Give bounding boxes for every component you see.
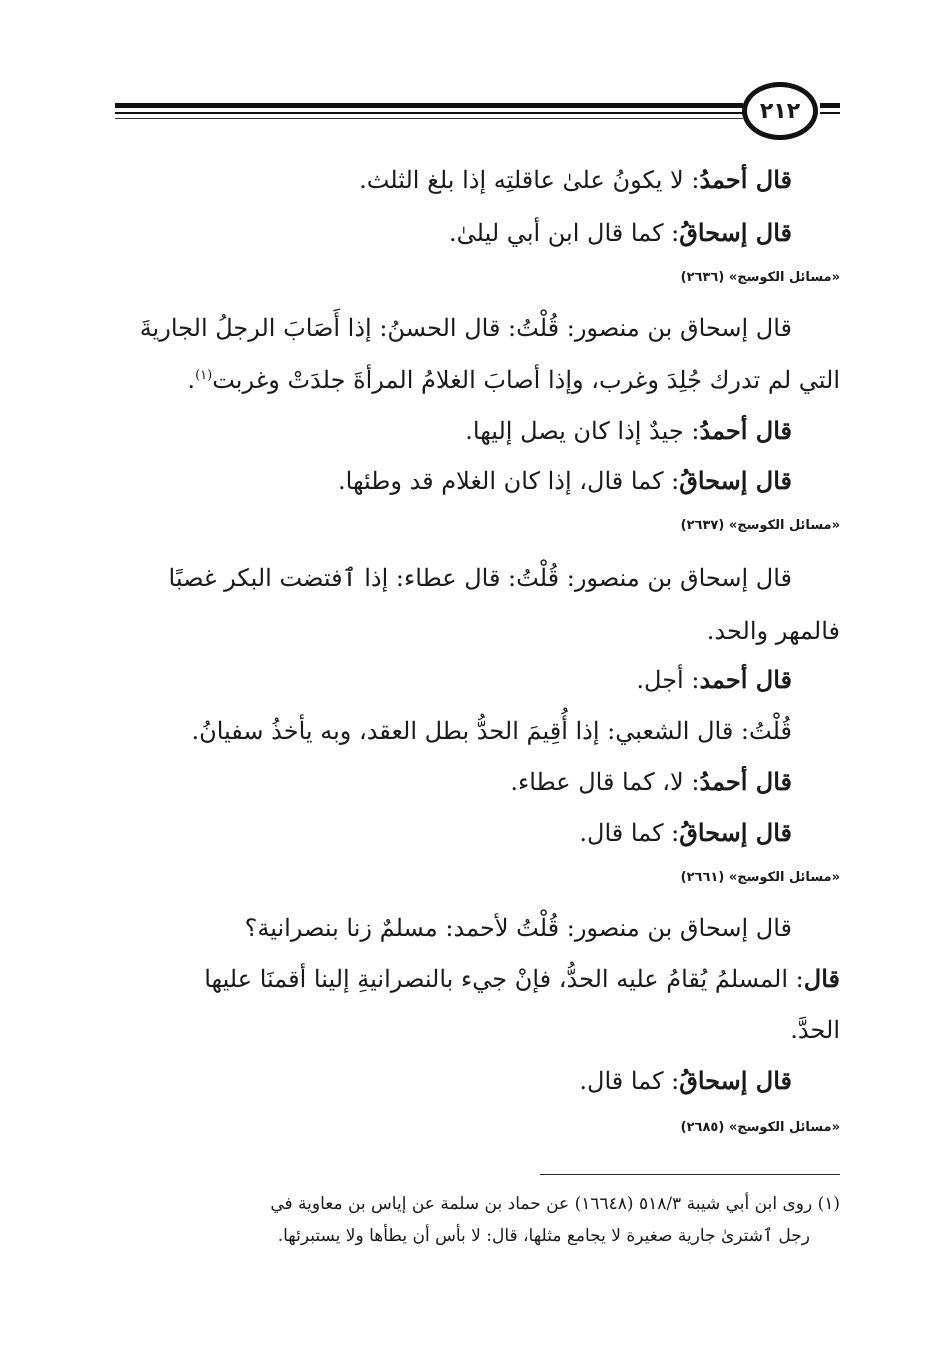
line-text: قال إسحاق بن منصور: قُلْتُ: قال الحسنُ: إذا أَصَابَ الرجلُ الجاريةَ <box>139 314 792 342</box>
page-number-badge <box>742 82 818 140</box>
speaker-label: قال أحمدُ <box>699 416 792 445</box>
speaker-label: قال <box>803 964 840 993</box>
text-line <box>191 713 792 749</box>
line-text: : لا يكونُ علىٰ عاقلتِه إذا بلغ الثلث. <box>359 166 700 194</box>
line-text: : المسلمُ يُقامُ عليه الحدُّ، فإنْ جيء بالنصرانيةِ إلينا أقمنَا عليها <box>204 965 804 993</box>
source-reference: «مسائل الكوسج» (٢٦٦١) <box>680 870 840 885</box>
text-line <box>338 463 792 499</box>
header-rule <box>115 103 743 108</box>
source-reference: «مسائل الكوسج» (٢٦٣٦) <box>680 270 840 285</box>
line-text: التي لم تدرك جُلِدَ وغرب، وإذا أصابَ الغلامُ المرأةَ جلدَتْ وغربت <box>212 366 840 394</box>
text-line <box>465 413 792 449</box>
line-text: الحدَّ. <box>790 1016 840 1044</box>
text-line <box>187 362 840 398</box>
speaker-label: قال إسحاقُ <box>679 818 792 847</box>
page-number: ٢١٢ <box>759 98 801 124</box>
line-text: قال إسحاق بن منصور: قُلْتُ لأحمد: مسلمٌ زنا بنصرانية؟ <box>244 914 792 942</box>
speaker-label: قال إسحاقُ <box>679 218 792 247</box>
text-line <box>204 961 840 997</box>
header-rule <box>115 118 743 119</box>
source-reference: «مسائل الكوسج» (٢٦٨٥) <box>680 1120 840 1135</box>
speaker-label: قال أحمدُ <box>699 767 792 796</box>
text-line <box>245 910 792 946</box>
text-line <box>707 613 840 649</box>
header-rule <box>115 112 743 114</box>
line-text: : كما قال، إذا كان الغلام قد وطئها. <box>338 467 680 495</box>
text-line <box>579 815 792 851</box>
footnote-marker: (١) <box>195 368 213 383</box>
speaker-label: قال إسحاقُ <box>679 466 792 495</box>
footnote-line: رجل ٱشترىٰ جارية صغيرة لا يجامع مثلها، قال: لا بأس أن يطأها ولا يستبرئها. <box>277 1226 810 1246</box>
line-text: : كما قال ابن أبي ليلىٰ. <box>449 219 680 247</box>
text-line <box>510 764 792 800</box>
line-text: : كما قال. <box>579 819 680 847</box>
line-text: قُلْتُ: قال الشعبي: إذا أُقِيمَ الحدُّ بطل العقد، وبه يأخذُ سفيانُ. <box>191 717 792 745</box>
speaker-label: قال أحمدُ <box>699 165 792 194</box>
line-text: : جيدٌ إذا كان يصل إليها. <box>465 417 700 445</box>
footnote-rule <box>540 1174 840 1175</box>
text-line <box>359 162 792 198</box>
footnote-line: (١) روى ابن أبي شيبة ٥١٨/٣ (١٦٦٤٨) عن حماد بن سلمة عن إياس بن معاوية في <box>270 1194 840 1214</box>
text-line <box>140 310 792 346</box>
line-text: فالمهر والحد. <box>706 617 840 645</box>
header-rule <box>820 103 840 108</box>
header-rule <box>820 112 840 114</box>
line-text: : كما قال. <box>579 1067 680 1095</box>
line-text: : أجل. <box>636 666 700 694</box>
text-line <box>579 1063 792 1099</box>
line-text: : لا، كما قال عطاء. <box>510 768 700 796</box>
text-line <box>169 560 792 596</box>
speaker-label: قال أحمد <box>699 665 792 694</box>
source-reference: «مسائل الكوسج» (٢٦٣٧) <box>680 518 840 533</box>
text-line <box>790 1012 840 1048</box>
line-text: . <box>187 366 196 394</box>
line-text: قال إسحاق بن منصور: قُلْتُ: قال عطاء: إذا ٱفتضت البكر غصبًا <box>168 564 792 592</box>
text-line <box>636 662 792 698</box>
text-line <box>449 215 792 251</box>
speaker-label: قال إسحاقُ <box>679 1066 792 1095</box>
